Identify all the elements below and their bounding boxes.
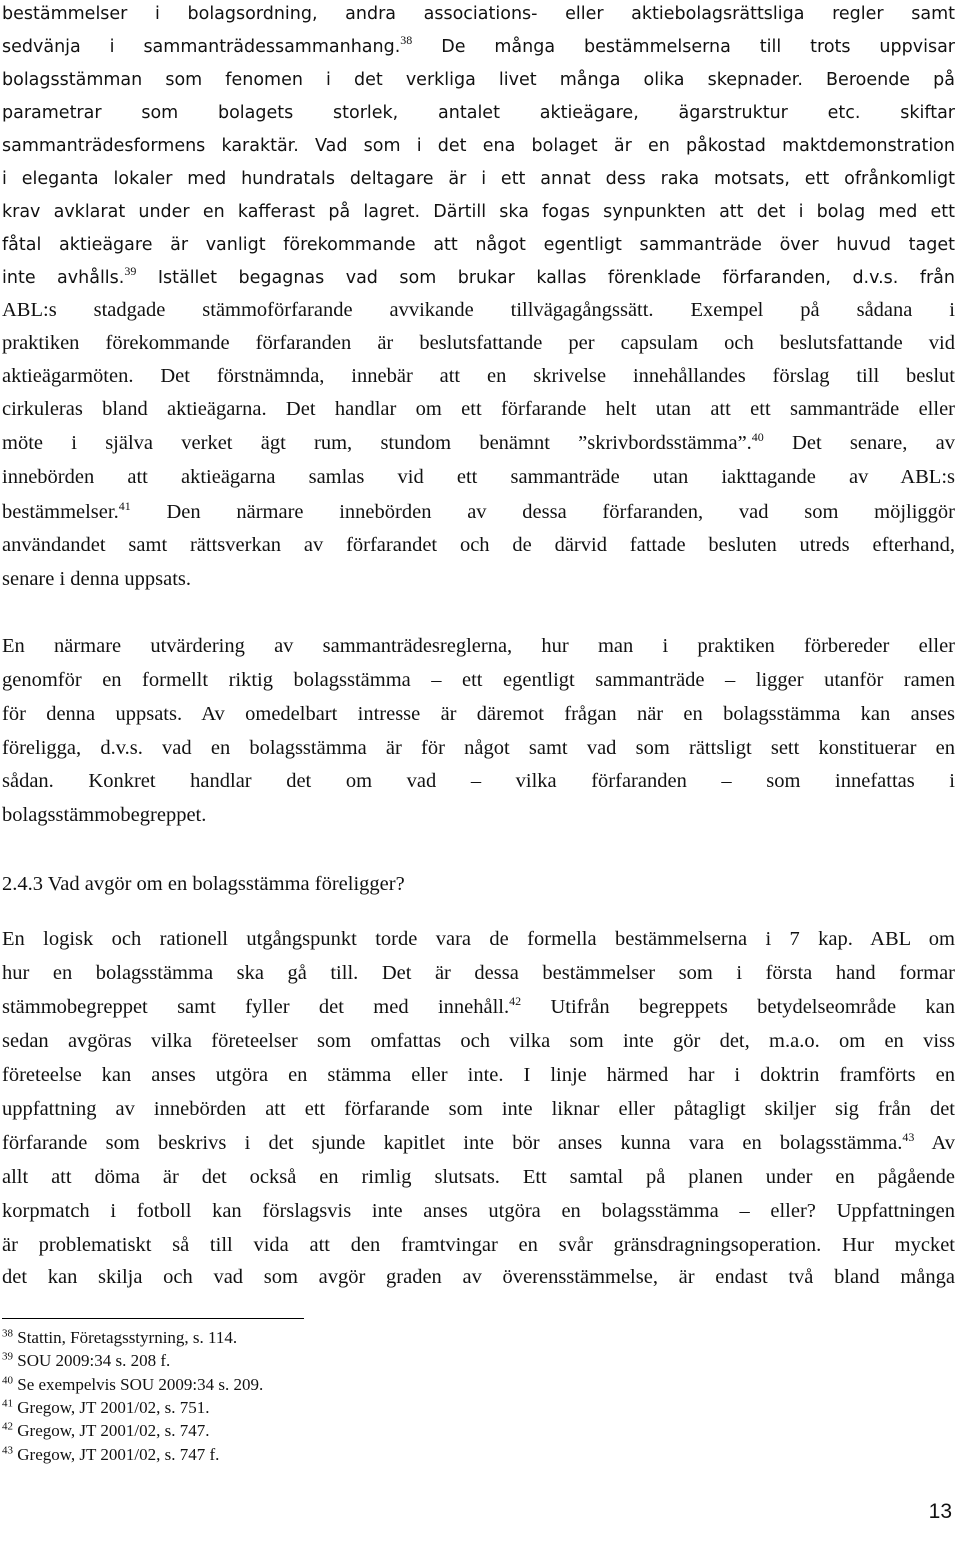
text-line <box>2 735 955 761</box>
footnote-text: Se exempelvis SOU 2009:34 s. 209. <box>13 1375 264 1394</box>
text-run: ABL:s stadgade stämmoförfarande avvikande tillvägagångssätt. Exempel på sådana i <box>2 299 955 321</box>
text-line <box>2 66 955 93</box>
text-run: sedvänja i sammanträdessammanhang. <box>2 37 401 57</box>
footnote <box>2 1445 219 1465</box>
text-run: cirkuleras bland aktieägarna. Det handlar om ett förfarande helt utan att ett sammanträde eller <box>2 398 955 420</box>
footnote-text: Stattin, Företagsstyrning, s. 114. <box>13 1328 238 1347</box>
text-run: sådan. Konkret handlar det om vad – vilka förfaranden – som innefattas i <box>2 770 955 792</box>
text-line <box>2 330 955 356</box>
text-run: Av <box>914 1132 956 1154</box>
text-run: aktieägarmöten. Det förstnämnda, innebär att en skrivelse innehållandes förslag till beslut <box>2 365 955 387</box>
text-line <box>2 132 955 159</box>
text-line <box>2 297 955 323</box>
text-line <box>2 926 955 952</box>
footnote-number: 43 <box>2 1444 13 1457</box>
text-run: i eleganta lokaler med hundratals deltagare är i ett annat dess raka motsats, ett ofrånkomligt <box>2 169 955 189</box>
text-run: sammanträdesformens karaktär. <box>2 136 299 156</box>
text-run: Istället begagnas vad som brukar kallas förenklade förfaranden, d.v.s. från <box>136 268 956 288</box>
footnote-ref: 40 <box>751 430 764 445</box>
text-run: föreligga, d.v.s. vad en bolagsstämma är för något samt vad som rättsligt sett konstituerar en <box>2 737 955 759</box>
text-line <box>2 99 955 126</box>
text-run: De många bestämmelserna till trots uppvisar <box>412 37 955 57</box>
footnote-number: 41 <box>2 1397 13 1410</box>
text-line <box>2 396 955 422</box>
footnote-text: Gregow, JT 2001/02, s. 747 f. <box>13 1445 220 1464</box>
text-line <box>2 701 955 727</box>
text-run: för denna uppsats. Av omedelbart intresse är däremot frågan när en bolagsstämma kan anses <box>2 703 955 725</box>
text-run: Utifrån begreppets betydelseområde kan <box>521 996 955 1018</box>
text-line <box>2 464 955 490</box>
text-run: innebörden att aktieägarna samlas vid ett sammanträde utan iakttagande av ABL:s <box>2 466 955 488</box>
footnote <box>2 1375 263 1395</box>
text-line <box>2 532 955 558</box>
text-run: fåtal aktieägare är vanligt förekommande att något egentligt sammanträde över huvud taget <box>2 235 955 255</box>
text-run: korpmatch i fotboll kan förslagsvis inte anses utgöra en bolagsstämma – eller? Uppfattningen <box>2 1200 955 1222</box>
text-line <box>2 1164 955 1190</box>
footnote <box>2 1421 209 1441</box>
text-line <box>2 633 955 659</box>
text-run: En logisk och rationell utgångspunkt torde vara de formella bestämmelserna i 7 kap. ABL om <box>2 928 955 950</box>
footnote-ref: 39 <box>124 264 137 279</box>
text-line <box>2 33 955 60</box>
footnote-separator <box>2 1318 304 1319</box>
text-line <box>2 1028 955 1054</box>
footnote-number: 42 <box>2 1420 13 1433</box>
text-run: användandet samt rättsverkan av förfarandet och de därvid fattade besluten utreds efterhand, <box>2 534 955 556</box>
text-run: allt att döma är det också en rimlig slutsats. Ett samtal på planen under en pågående <box>2 1166 955 1188</box>
page-number: 13 <box>928 1500 952 1523</box>
text-line <box>2 0 955 27</box>
text-line <box>2 1232 955 1258</box>
text-line <box>2 667 955 693</box>
text-line <box>2 430 955 456</box>
text-line <box>2 198 955 225</box>
footnote-ref: 42 <box>509 994 522 1009</box>
text-line <box>2 960 955 986</box>
text-line <box>2 363 955 389</box>
text-line <box>2 231 955 258</box>
text-run: uppfattning av innebörden att ett förfarande som inte liknar eller påtagligt skiljer sig från det <box>2 1098 955 1120</box>
text-run: senare i denna uppsats. <box>2 568 191 590</box>
footnote <box>2 1351 170 1371</box>
text-run: krav avklarat under en kafferast på lagret. <box>2 202 421 222</box>
text-run: möte i själva verket ägt rum, stundom benämnt ”skrivbordsstämma”. <box>2 432 752 454</box>
text-run: bestämmelser i bolagsordning, andra associations- eller aktiebolagsrättsliga regler samt <box>2 4 955 24</box>
footnote-ref: 41 <box>118 499 131 514</box>
footnote <box>2 1398 209 1418</box>
text-run: det kan skilja och vad som avgör graden av överensstämmelse, är endast två bland många <box>2 1266 955 1288</box>
text-run: är problematiskt så till vida att den framtvingar en svår gränsdragningsoperation. Hur mycket <box>2 1234 955 1256</box>
text-line <box>2 1264 955 1290</box>
text-run: Därtill ska fogas synpunkten att det i bolag med ett <box>420 202 955 222</box>
footnote <box>2 1328 237 1348</box>
text-line <box>2 566 955 592</box>
text-run: En närmare utvärdering av sammanträdesreglerna, hur man i praktiken förbereder eller <box>2 635 955 657</box>
text-line <box>2 1130 955 1156</box>
text-run: bolagsstämmobegreppet. <box>2 804 207 826</box>
text-run: Det senare, av <box>763 432 955 454</box>
footnote-ref: 38 <box>400 33 413 48</box>
footnote-text: SOU 2009:34 s. 208 f. <box>13 1351 171 1370</box>
text-run: Vad som i det ena bolaget är en påkostad maktdemonstration <box>298 136 955 156</box>
text-run: stämmobegreppet samt fyller det med innehåll. <box>2 996 510 1018</box>
text-line <box>2 1062 955 1088</box>
text-run: praktiken förekommande förfaranden är beslutsfattande per capsulam och beslutsfattande vid <box>2 332 955 354</box>
text-run: hur en bolagsstämma ska gå till. Det är dessa bestämmelser som i första hand formar <box>2 962 955 984</box>
text-line <box>2 499 955 525</box>
footnote-text: Gregow, JT 2001/02, s. 747. <box>13 1421 210 1440</box>
text-line <box>2 1096 955 1122</box>
footnote-ref: 43 <box>902 1130 915 1145</box>
text-run: Den närmare innebörden av dessa förfaranden, vad som möjliggör <box>130 501 955 523</box>
text-run: sedan avgöras vilka företeelser som omfattas och vilka som inte gör det, m.a.o. om en viss <box>2 1030 955 1052</box>
text-run: 2.4.3 Vad avgör om en bolagsstämma föreligger? <box>2 873 405 895</box>
text-line <box>2 802 955 828</box>
text-run: parametrar som bolagets storlek, antalet aktieägare, ägarstruktur etc. skiftar <box>2 103 955 123</box>
text-line <box>2 1198 955 1224</box>
text-line <box>2 768 955 794</box>
text-line <box>2 994 955 1020</box>
footnote-number: 40 <box>2 1374 13 1387</box>
section-heading <box>2 871 955 897</box>
footnote-text: Gregow, JT 2001/02, s. 751. <box>13 1398 210 1417</box>
text-run: företeelse kan anses utgöra en stämma eller inte. I linje härmed har i doktrin framförts en <box>2 1064 955 1086</box>
text-line <box>2 165 955 192</box>
text-run: bestämmelser. <box>2 501 119 523</box>
text-run: förfarande som beskrivs i det sjunde kapitlet inte bör anses kunna vara en bolagsstämma. <box>2 1132 903 1154</box>
footnote-number: 38 <box>2 1327 13 1340</box>
text-run: bolagsstämman som fenomen i det verkliga livet många olika skepnader. Beroende på <box>2 70 955 90</box>
footnote-number: 39 <box>2 1350 13 1363</box>
text-run: genomför en formellt riktig bolagsstämma – ett egentligt sammanträde – ligger utanför ramen <box>2 669 955 691</box>
text-line <box>2 264 955 291</box>
text-run: inte avhålls. <box>2 268 125 288</box>
